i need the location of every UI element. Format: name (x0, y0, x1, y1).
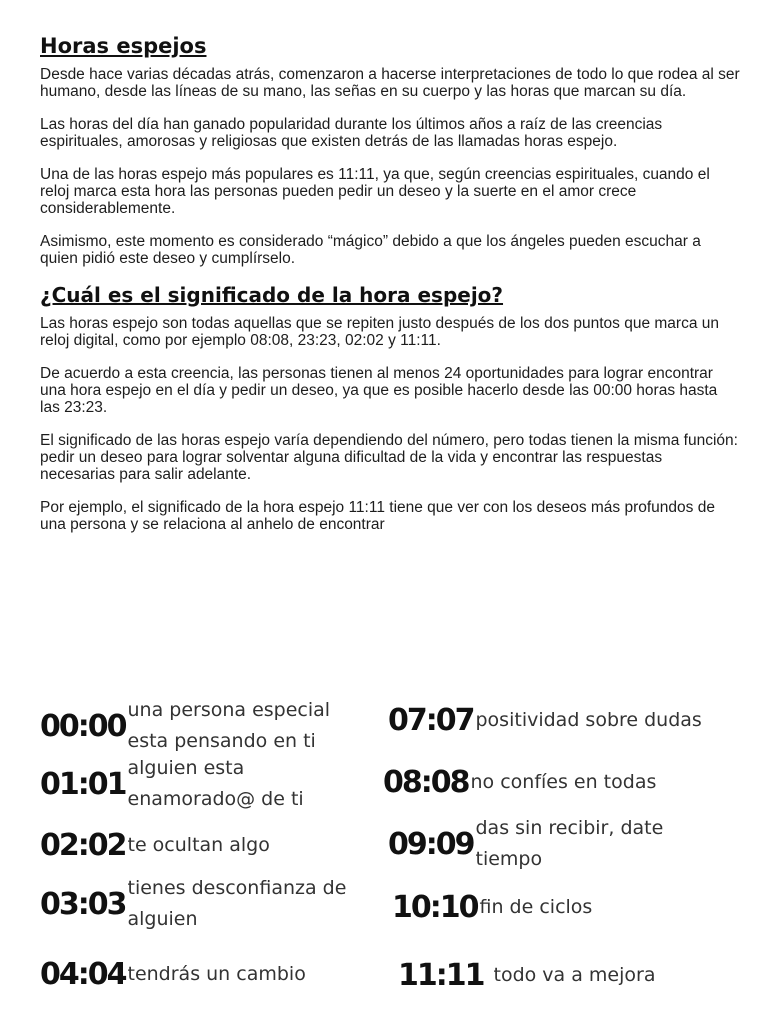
mirror-hour-meaning: todo va a mejora (493, 964, 656, 986)
mirror-hour-meaning: alguien esta enamorado@ de ti (127, 757, 304, 810)
mirror-hour-meaning: das sin recibir, date tiempo (475, 817, 664, 870)
mirror-hour-entry (392, 890, 592, 925)
paragraph: Por ejemplo, el significado de la hora espejo 11:11 tiene que ver con los deseos más profundos de una persona y se relaciona al anhelo de encontrar (40, 499, 715, 533)
mirror-hour-entry (40, 753, 348, 815)
mirror-hour-time: 03:03 (40, 886, 126, 922)
mirror-hour-entry (40, 828, 270, 863)
mirror-hour-entry (398, 958, 655, 993)
mirror-hour-entry (388, 813, 696, 875)
paragraph: Desde hace varias décadas atrás, comenzaron a hacerse interpretaciones de todo lo que rodea al ser humano, desde las líneas de su mano, las señas en su cuerpo y las horas que marcan su día. (40, 66, 740, 100)
mirror-hour-time: 00:00 (40, 708, 126, 744)
mirror-hour-meaning: tienes desconfianza de alguien (127, 877, 347, 930)
mirror-hour-meaning: fin de ciclos (479, 896, 593, 918)
mirror-hour-time: 11:11 (398, 958, 484, 993)
document-body (40, 34, 740, 549)
mirror-hour-meaning: te ocultan algo (127, 834, 270, 856)
mirror-hour-entry (40, 695, 368, 757)
mirror-hour-time: 02:02 (40, 828, 126, 863)
mirror-hour-meaning: positividad sobre dudas (475, 709, 702, 731)
mirror-hour-entry (40, 873, 378, 935)
paragraph: Asimismo, este momento es considerado “mágico” debido a que los ángeles pueden escuchar a quien pidió este deseo y cumplírselo. (40, 233, 701, 267)
mirror-hour-meaning: tendrás un cambio (127, 963, 306, 985)
paragraph: Una de las horas espejo más populares es 11:11, ya que, según creencias espirituales, cuando el reloj marca esta hora las personas pueden pedir un deseo y la suerte en el amor crece considerablemente. (40, 166, 710, 217)
mirror-hour-time: 01:01 (40, 766, 126, 802)
page-title: Horas espejos (40, 34, 207, 58)
paragraph: De acuerdo a esta creencia, las personas tienen al menos 24 oportunidades para lograr encontrar una hora espejo en el día y pedir un deseo, ya que es posible hacerlo desde las 00:00 horas hasta las 23:23. (40, 365, 718, 416)
section-heading: ¿Cuál es el significado de la hora espejo? (40, 283, 504, 307)
mirror-hour-meaning: no confíes en todas (470, 771, 657, 793)
mirror-hour-entry (40, 957, 306, 992)
mirror-hour-time: 04:04 (40, 957, 126, 992)
mirror-hour-meaning: una persona especial esta pensando en ti (127, 699, 331, 752)
mirror-hour-time: 08:08 (383, 765, 469, 800)
paragraph: Las horas espejo son todas aquellas que se repiten justo después de los dos puntos que marca un reloj digital, como por ejemplo 08:08, 23:23, 02:02 y 11:11. (40, 315, 720, 349)
mirror-hour-time: 07:07 (388, 703, 474, 738)
paragraph: El significado de las horas espejo varía dependiendo del número, pero todas tienen la misma función: pedir un deseo para lograr solventar alguna dificultad de la vida y encontrar las respuestas necesarias para salir adelante. (40, 432, 738, 483)
mirror-hours-list (0, 690, 768, 1010)
mirror-hour-entry (383, 765, 656, 800)
paragraph: Las horas del día han ganado popularidad durante los últimos años a raíz de las creencias espirituales, amorosas y religiosas que existen detrás de las llamadas horas espejo. (40, 116, 663, 150)
mirror-hour-entry (388, 703, 702, 738)
mirror-hour-time: 09:09 (388, 826, 474, 862)
mirror-hour-time: 10:10 (392, 890, 478, 925)
